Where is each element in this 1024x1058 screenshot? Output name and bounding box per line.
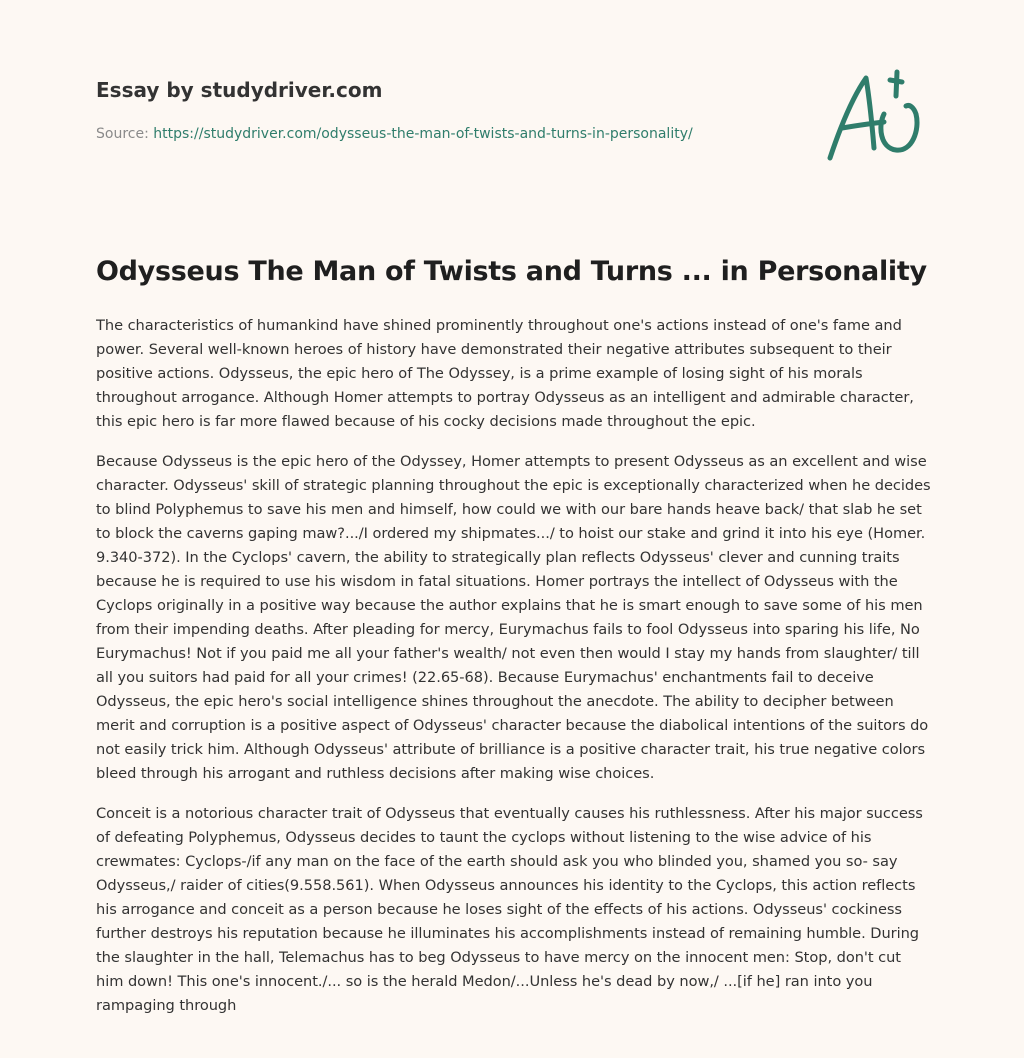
- essay-body: [96, 314, 932, 1050]
- source-label: Source:: [96, 126, 154, 142]
- site-brand: Essay by studydriver.com: [96, 78, 383, 102]
- essay-paragraph: Because Odysseus is the epic hero of the Odyssey, Homer attempts to present Odysseus as an excellent and wise character. Odysseus' skill of strategic planning throughout the epic is exceptionally characterized when he decides to blind Polyphemus to save his men and himself, how could we with our bare hands heave back/ that slab he set to block the caverns gaping maw?.../I ordered my shipmates.../ to hoist our stake and grind it into his eye (Homer. 9.340-372). In the Cyclops' cavern, the ability to strategically plan reflects Odysseus' clever and cunning traits because he is required to use his wisdom in fatal situations. Homer portrays the intellect of Odysseus with the Cyclops originally in a positive way because the author explains that he is smart enough to save some of his men from their impending deaths. After pleading for mercy, Eurymachus fails to fool Odysseus into sparing his life, No Eurymachus! Not if you paid me all your father's wealth/ not even then would I stay my hands from slaughter/ till all you suitors had paid for all your crimes! (22.65-68). Because Eurymachus' enchantments fail to deceive Odysseus, the epic hero's social intelligence shines throughout the anecdote. The ability to decipher between merit and corruption is a positive aspect of Odysseus' character because the diabolical intentions of the suitors do not easily trick him. Although Odysseus' attribute of brilliance is a positive character trait, his true negative colors bleed through his arrogant and ruthless decisions after making wise choices.: [96, 453, 931, 782]
- essay-paragraph: The characteristics of humankind have shined prominently throughout one's actions instead of one's fame and power. Several well-known heroes of history have demonstrated their negative attributes subsequent to their positive actions. Odysseus, the epic hero of The Odyssey, is a prime example of losing sight of his morals throughout arrogance. Although Homer attempts to portray Odysseus as an intelligent and admirable character, this epic hero is far more flawed because of his cocky decisions made throughout the epic.: [96, 317, 914, 430]
- essay-paragraph: Conceit is a notorious character trait of Odysseus that eventually causes his ruthlessness. After his major success of defeating Polyphemus, Odysseus decides to taunt the cyclops without listening to the wise advice of his crewmates: Cyclops-/if any man on the face of the earth should ask you who blinded you, shamed you so- say Odysseus,/ raider of cities(9.558.561). When Odysseus announces his identity to the Cyclops, this action reflects his arrogance and conceit as a person because he loses sight of the effects of his actions. Odysseus' cockiness further destroys his reputation because he illuminates his accomplishments instead of remaining humble. During the slaughter in the hall, Telemachus has to beg Odysseus to have mercy on the innocent men: Stop, don't cut him down! This one's innocent./... so is the herald Medon/...Unless he's dead by now,/ ...[if he] ran into you rampaging through: [96, 805, 923, 1014]
- source-link[interactable]: https://studydriver.com/odysseus-the-man-of-twists-and-turns-in-personality/: [153, 126, 693, 142]
- essay-title: Odysseus The Man of Twists and Turns ... in Personality: [96, 256, 927, 287]
- a-plus-logo-icon: [822, 66, 932, 166]
- essay-header: [96, 76, 796, 144]
- source-line: [96, 124, 796, 144]
